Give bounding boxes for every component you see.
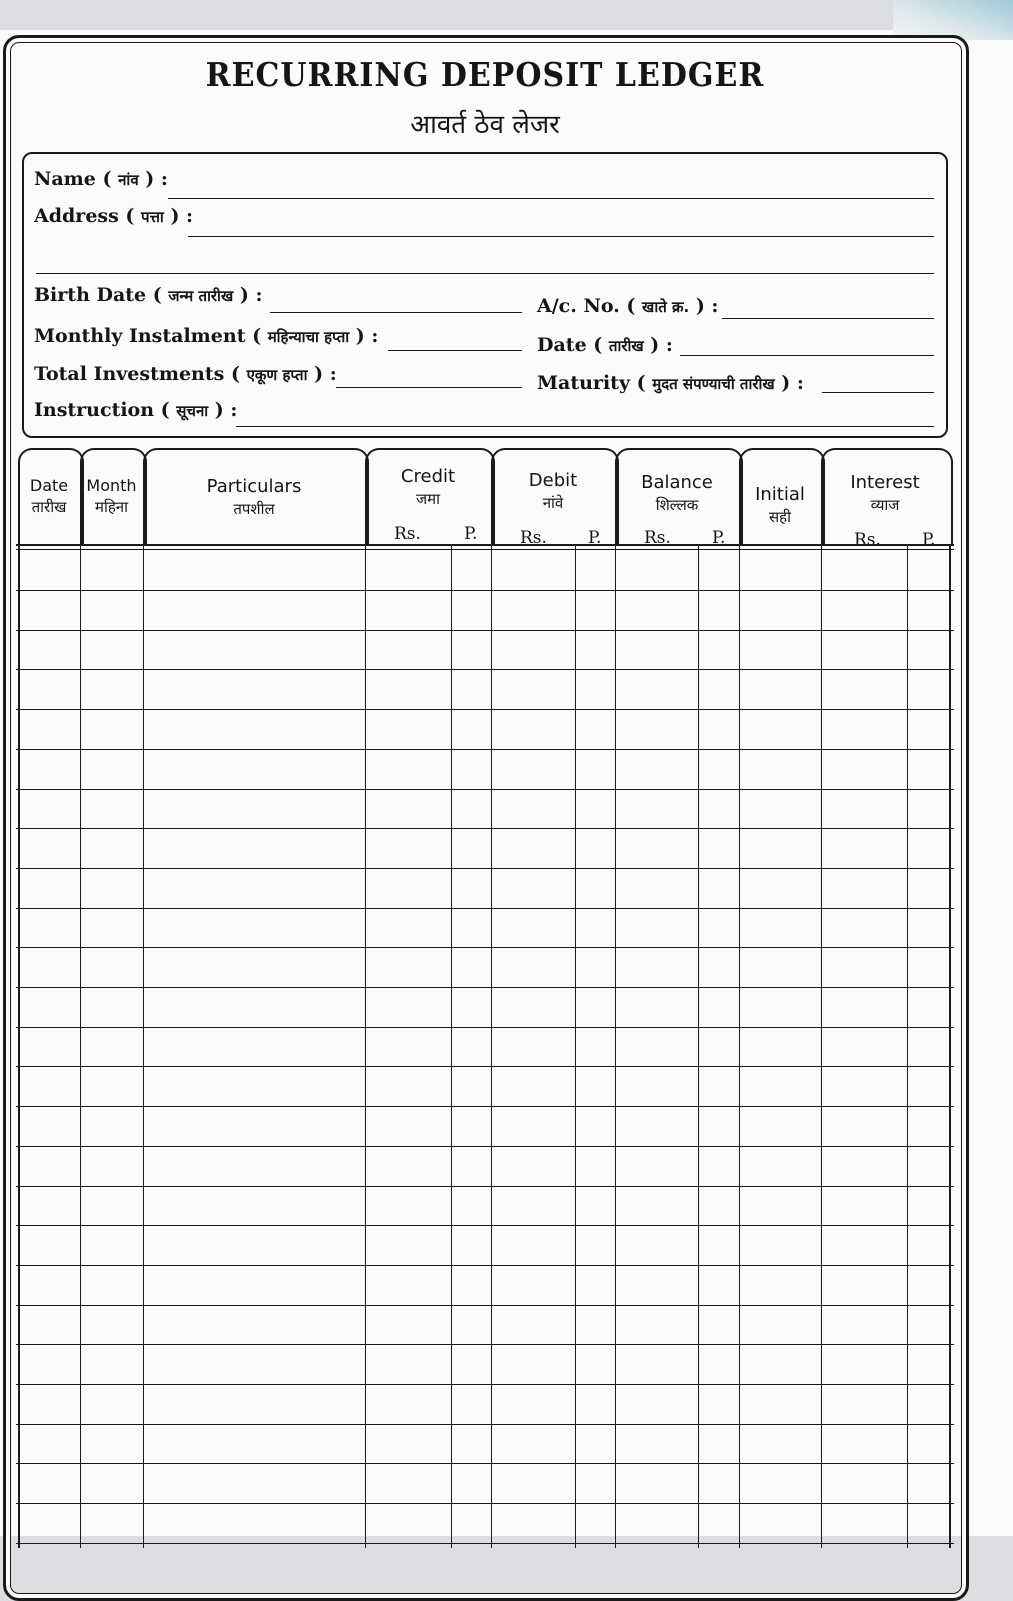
row-line <box>16 1543 954 1544</box>
row-line <box>16 987 954 988</box>
total-investments-label: Total Investments ( एकूण हप्ता ) : <box>34 363 337 385</box>
account-no-label: A/c. No. ( खाते क्र. ) : <box>537 295 719 317</box>
column-header-credit: Credit जमा <box>400 466 456 508</box>
row-line <box>16 709 954 710</box>
row-line <box>16 1344 954 1345</box>
row-line <box>16 908 954 909</box>
row-line <box>16 669 954 670</box>
page-subtitle: आवर्त ठेव लेजर <box>410 110 560 140</box>
page-title: RECURRING DEPOSIT LEDGER <box>205 56 765 95</box>
birth-date-label: Birth Date ( जन्म तारीख ) : <box>34 284 263 306</box>
column-line <box>739 544 740 1548</box>
header-rule-inner <box>16 549 954 550</box>
column-line <box>491 544 492 1548</box>
row-line <box>16 1503 954 1504</box>
column-line <box>143 544 144 1548</box>
date-label: Date ( तारीख ) : <box>537 334 673 356</box>
birth-date-field[interactable] <box>270 312 522 313</box>
row-line <box>16 1463 954 1464</box>
row-line <box>16 749 954 750</box>
column-header-month: Month महिना <box>86 476 137 516</box>
row-line <box>16 1384 954 1385</box>
column-line <box>949 544 951 1548</box>
page-corner-shadow <box>893 0 1013 40</box>
row-line <box>16 1265 954 1266</box>
column-header-particulars: Particulars तपशील <box>206 476 302 518</box>
row-line <box>16 590 954 591</box>
column-line <box>821 544 822 1548</box>
balance-rs-label: Rs. <box>644 528 671 548</box>
interest-rs-label: Rs. <box>854 530 881 550</box>
row-line <box>16 1305 954 1306</box>
column-header-balance: Balance शिल्लक <box>641 472 713 514</box>
column-line <box>907 544 908 1548</box>
row-line <box>16 789 954 790</box>
date-field[interactable] <box>680 355 934 356</box>
credit-rs-label: Rs. <box>394 524 421 544</box>
monthly-instalment-field[interactable] <box>388 350 522 351</box>
account-no-field[interactable] <box>722 318 934 319</box>
row-line <box>16 1027 954 1028</box>
debit-rs-label: Rs. <box>520 528 547 548</box>
row-line <box>16 1066 954 1067</box>
row-line <box>16 868 954 869</box>
column-header-initial: Initial सही <box>755 484 805 526</box>
ledger-table <box>16 448 954 1548</box>
row-line <box>16 630 954 631</box>
column-header-interest: Interest व्याज <box>850 472 920 514</box>
column-line <box>18 544 20 1548</box>
interest-p-label: P. <box>922 530 936 550</box>
maturity-field[interactable] <box>822 392 934 393</box>
address-field-line-2[interactable] <box>36 273 934 274</box>
instruction-label: Instruction ( सूचना ) : <box>34 399 238 421</box>
credit-p-label: P. <box>464 524 478 544</box>
name-field[interactable] <box>168 198 934 199</box>
column-line <box>80 544 81 1548</box>
address-label: Address ( पत्ता ) : <box>34 205 194 227</box>
debit-p-label: P. <box>588 528 602 548</box>
column-header-debit: Debit नांवे <box>528 470 578 512</box>
row-line <box>16 1106 954 1107</box>
monthly-instalment-label: Monthly Instalment ( महिन्याचा हप्ता ) : <box>34 325 379 347</box>
total-investments-field[interactable] <box>336 387 522 388</box>
column-line <box>698 544 699 1548</box>
balance-p-label: P. <box>712 528 726 548</box>
column-header-date: Date तारीख <box>29 476 69 516</box>
row-line <box>16 1146 954 1147</box>
address-field[interactable] <box>188 236 934 237</box>
column-line <box>615 544 616 1548</box>
row-line <box>16 1186 954 1187</box>
maturity-label: Maturity ( मुदत संपण्याची तारीख ) : <box>537 372 804 394</box>
row-line <box>16 1424 954 1425</box>
column-line <box>365 544 366 1548</box>
instruction-field[interactable] <box>236 426 934 427</box>
name-label: Name ( नांव ) : <box>34 168 168 190</box>
row-line <box>16 947 954 948</box>
row-line <box>16 828 954 829</box>
column-line <box>575 544 576 1548</box>
header-rule <box>16 544 954 546</box>
row-line <box>16 1225 954 1226</box>
column-line <box>451 544 452 1548</box>
